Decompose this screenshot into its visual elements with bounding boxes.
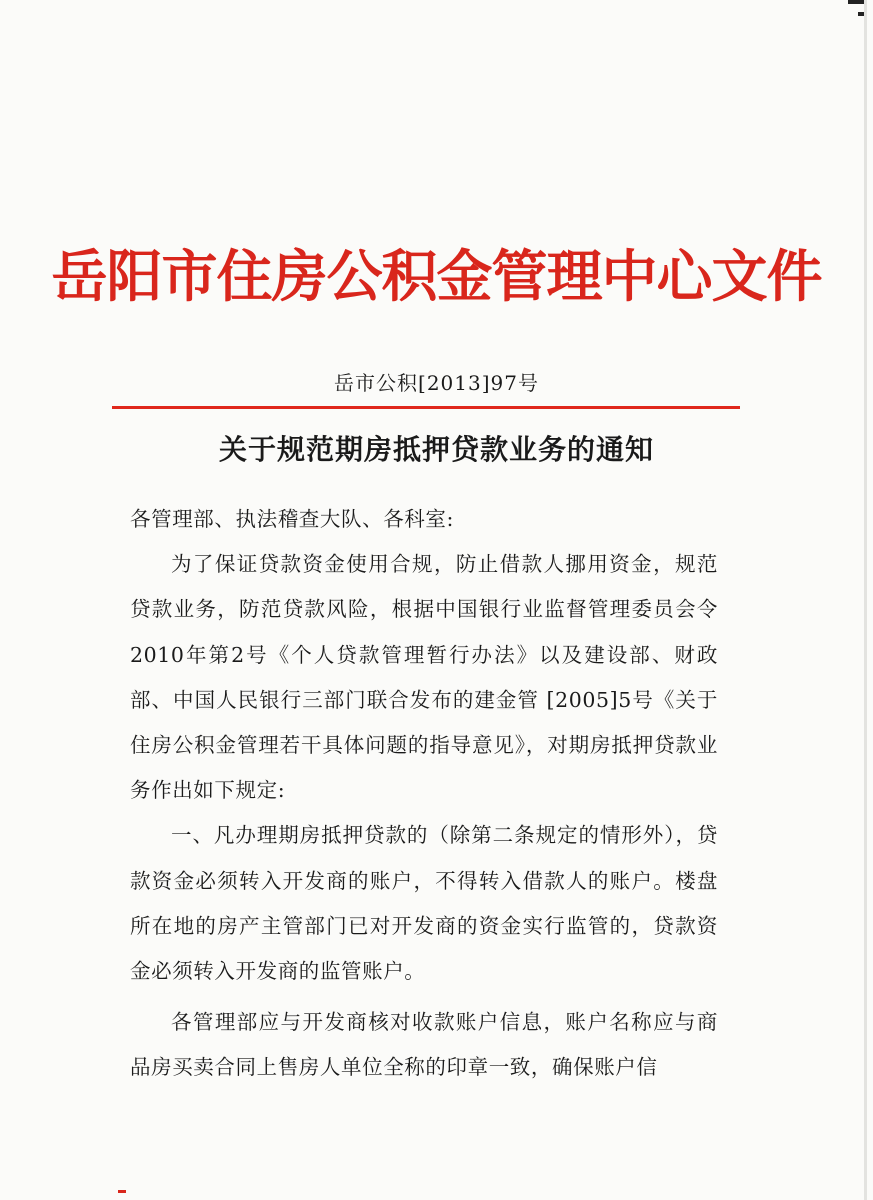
body-paragraph: 为了保证贷款资金使用合规，防止借款人挪用资金，规范贷款业务，防范贷款风险，根据中国银行业监督管理委员会令2010年第2号《个人贷款管理暂行办法》以及建设部、财政部、中国人民银行三部门联合发布的建金管 [2005]5号《关于住房公积金管理若干具体问题的指导意见》，对期房抵押贷款业务作出如下规定: [130, 552, 718, 803]
body-paragraph: 各管理部应与开发商核对收款账户信息，账户名称应与商品房买卖合同上售房人单位全称的印章一致，确保账户信 [130, 1010, 718, 1080]
document-number: 岳市公积[2013]97号 [334, 371, 539, 395]
scan-edge-mark [864, 0, 867, 1200]
scan-red-mark [118, 1190, 126, 1193]
body-paragraph: 一、凡办理期房抵押贷款的（除第二条规定的情形外），贷款资金必须转入开发商的账户，不得转入借款人的账户。楼盘所在地的房产主管部门已对开发商的资金实行监管的，贷款资金必须转入开发商的监管账户。 [130, 823, 718, 984]
red-divider-line [112, 406, 740, 409]
issuer-header-title: 岳阳市住房公积金管理中心文件 [51, 245, 822, 310]
addressee-line: 各管理部、执法稽查大队、各科室: [130, 507, 455, 531]
notice-title: 关于规范期房抵押贷款业务的通知 [218, 433, 654, 466]
notice-body [130, 497, 718, 1091]
